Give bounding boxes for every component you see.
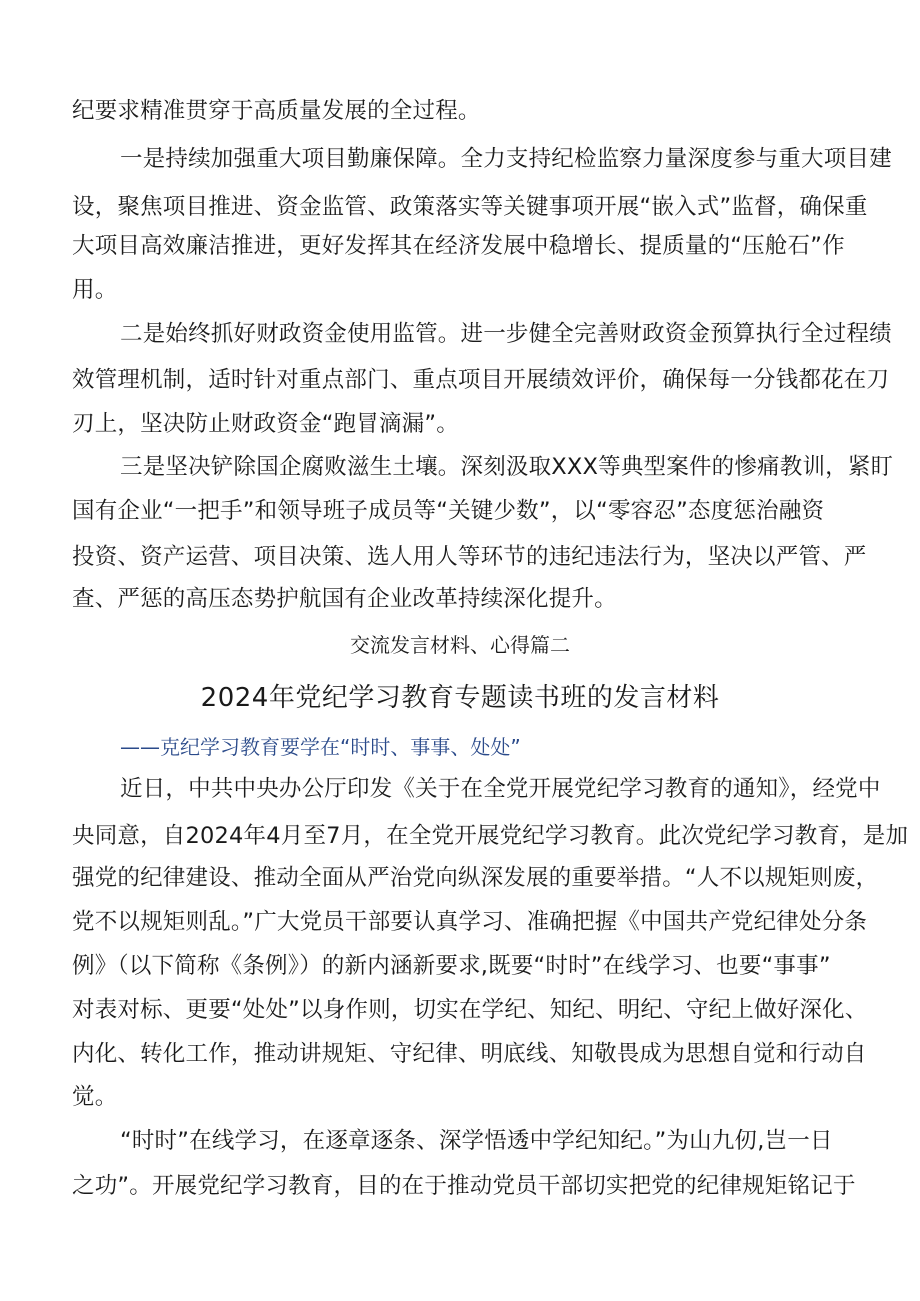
paragraph-line: 二是始终抓好财政资金使用监管。进一步健全完善财政资金预算执行全过程绩	[120, 321, 892, 347]
paragraph-line: 国有企业“一把手”和领导班子成员等“关键少数”，以“零容忍”态度惩治融资	[72, 498, 825, 524]
paragraph-line: 投资、资产运营、项目决策、选人用人等环节的违纪违法行为，坚决以严管、严	[72, 544, 867, 570]
paragraph-line: 强党的纪律建设、推动全面从严治党向纵深发展的重要举措。“人不以规矩则废，	[72, 865, 879, 891]
paragraph-line: 用。	[72, 277, 118, 303]
subtitle: ——克纪学习教育要学在“时时、事事、处处”	[120, 735, 521, 759]
paragraph-line: 觉。	[72, 1084, 118, 1110]
paragraph-line: 之功”。开展党纪学习教育，目的在于推动党员干部切实把党的纪律规矩铭记于	[72, 1173, 856, 1199]
paragraph-line: 三是坚决铲除国企腐败滋生土壤。深刻汲取XXX等典型案件的惨痛教训，紧盯	[120, 454, 894, 480]
paragraph-line: 查、严惩的高压态势护航国有企业改革持续深化提升。	[72, 586, 617, 612]
paragraph-line: 近日，中共中央办公厅印发《关于在全党开展党纪学习教育的通知》，经党中	[120, 776, 881, 802]
paragraph-line: 一是持续加强重大项目勤廉保障。全力支持纪检监察力量深度参与重大项目建	[120, 146, 892, 172]
paragraph-line: “时时”在线学习，在逐章逐条、深学悟透中学纪知纪。”为山九仞,岂一日	[120, 1128, 833, 1154]
paragraph-line: 例》（以下简称《条例》）的新内涵新要求,既要“时时”在线学习、也要“事事”	[72, 953, 831, 979]
paragraph-line: 刃上，坚决防止财政资金“跑冒滴漏”。	[72, 411, 459, 437]
page-title: 2024年党纪学习教育专题读书班的发言材料	[200, 683, 720, 713]
paragraph-line: 对表对标、更要“处处”以身作则，切实在学纪、知纪、明纪、守纪上做好深化、	[72, 997, 868, 1023]
paragraph-line: 设，聚焦项目推进、资金监管、政策落实等关键事项开展“嵌入式”监督，确保重	[72, 194, 868, 220]
paragraph-line: 央同意，自2024年4月至7月，在全党开展党纪学习教育。此次党纪学习教育，是加	[72, 823, 909, 849]
paragraph-line: 党不以规矩则乱。”广大党员干部要认真学习、准确把握《中国共产党纪律处分条	[72, 909, 868, 935]
paragraph-line: 纪要求精准贯穿于高质量发展的全过程。	[72, 98, 481, 124]
paragraph-line: 效管理机制，适时针对重点部门、重点项目开展绩效评价，确保每一分钱都花在刀	[72, 367, 890, 393]
section-label: 交流发言材料、心得篇二	[350, 633, 570, 657]
paragraph-line: 大项目高效廉洁推进，更好发挥其在经济发展中稳增长、提质量的“压舱石”作	[72, 233, 845, 259]
paragraph-line: 内化、转化工作，推动讲规矩、守纪律、明底线、知敬畏成为思想自觉和行动自	[72, 1041, 867, 1067]
